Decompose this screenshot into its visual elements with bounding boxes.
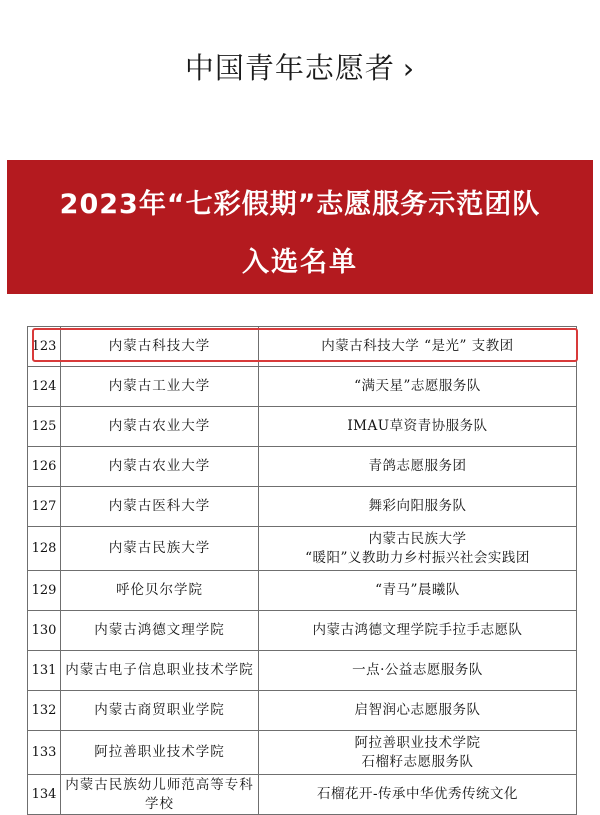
team-name — [259, 651, 576, 690]
team-name-line: “满天星”志愿服务队 — [354, 378, 481, 394]
table-row — [28, 691, 576, 731]
school-name: 内蒙古电子信息职业技术学院 — [61, 651, 259, 690]
row-number: 127 — [28, 487, 61, 526]
chevron-right-icon: › — [402, 52, 416, 85]
row-number: 128 — [28, 527, 61, 570]
school-name: 内蒙古农业大学 — [61, 407, 259, 446]
row-number: 124 — [28, 367, 61, 406]
table-row — [28, 527, 576, 571]
team-name — [259, 527, 576, 570]
school-name: 内蒙古医科大学 — [61, 487, 259, 526]
team-name-line: 一点·公益志愿服务队 — [352, 662, 483, 678]
team-name — [259, 691, 576, 730]
team-name — [259, 611, 576, 650]
school-name: 内蒙古商贸职业学院 — [61, 691, 259, 730]
team-name-line: IMAU草资青协服务队 — [347, 418, 488, 434]
table-row — [28, 367, 576, 407]
row-number: 131 — [28, 651, 61, 690]
team-name-line: 石榴籽志愿服务队 — [361, 753, 474, 770]
row-number: 129 — [28, 571, 61, 610]
team-name — [259, 367, 576, 406]
row-number: 130 — [28, 611, 61, 650]
team-name — [259, 487, 576, 526]
table-row — [28, 775, 576, 815]
team-name-line: 内蒙古科技大学 “是光” 支教团 — [321, 338, 514, 354]
row-number: 134 — [28, 775, 61, 814]
team-name — [259, 447, 576, 486]
school-name: 阿拉善职业技术学院 — [61, 731, 259, 774]
account-title[interactable] — [0, 46, 600, 87]
team-name — [259, 775, 576, 814]
table-row — [28, 447, 576, 487]
team-name-line: 阿拉善职业技术学院 — [354, 734, 481, 751]
school-name: 内蒙古鸿德文理学院 — [61, 611, 259, 650]
title-banner — [7, 160, 593, 294]
school-name: 内蒙古科技大学 — [61, 327, 259, 366]
table-row — [28, 407, 576, 447]
row-number: 125 — [28, 407, 61, 446]
table-row — [28, 651, 576, 691]
team-name — [259, 571, 576, 610]
row-number: 133 — [28, 731, 61, 774]
school-name: 内蒙古农业大学 — [61, 447, 259, 486]
team-name — [259, 731, 576, 774]
school-name: 内蒙古工业大学 — [61, 367, 259, 406]
table-row — [28, 571, 576, 611]
school-name: 呼伦贝尔学院 — [61, 571, 259, 610]
banner-title: 2023年“七彩假期”志愿服务示范团队 — [59, 189, 541, 220]
table-row — [28, 731, 576, 775]
highlight-box — [32, 328, 578, 362]
team-name-line: 舞彩向阳服务队 — [368, 498, 467, 514]
row-number: 126 — [28, 447, 61, 486]
team-name-line: 启智润心志愿服务队 — [354, 702, 481, 718]
table-row — [28, 611, 576, 651]
team-name-line: “青马”晨曦队 — [375, 582, 460, 598]
row-number: 123 — [28, 327, 61, 366]
banner-subtitle: 入选名单 — [242, 247, 358, 278]
row-number: 132 — [28, 691, 61, 730]
team-list-table — [27, 326, 577, 815]
team-name-line: 内蒙古鸿德文理学院手拉手志愿队 — [312, 622, 523, 638]
school-name: 内蒙古民族大学 — [61, 527, 259, 570]
account-name: 中国青年志愿者 — [184, 51, 395, 85]
team-name-line: 内蒙古民族大学 — [368, 530, 467, 547]
team-name — [259, 407, 576, 446]
school-name: 内蒙古民族幼儿师范高等专科学校 — [61, 775, 259, 814]
table-row — [28, 487, 576, 527]
team-name-line: 石榴花开-传承中华优秀传统文化 — [316, 786, 519, 802]
team-name-line: “暖阳”义教助力乡村振兴社会实践团 — [305, 549, 530, 566]
team-name-line: 青鸽志愿服务团 — [368, 458, 467, 474]
